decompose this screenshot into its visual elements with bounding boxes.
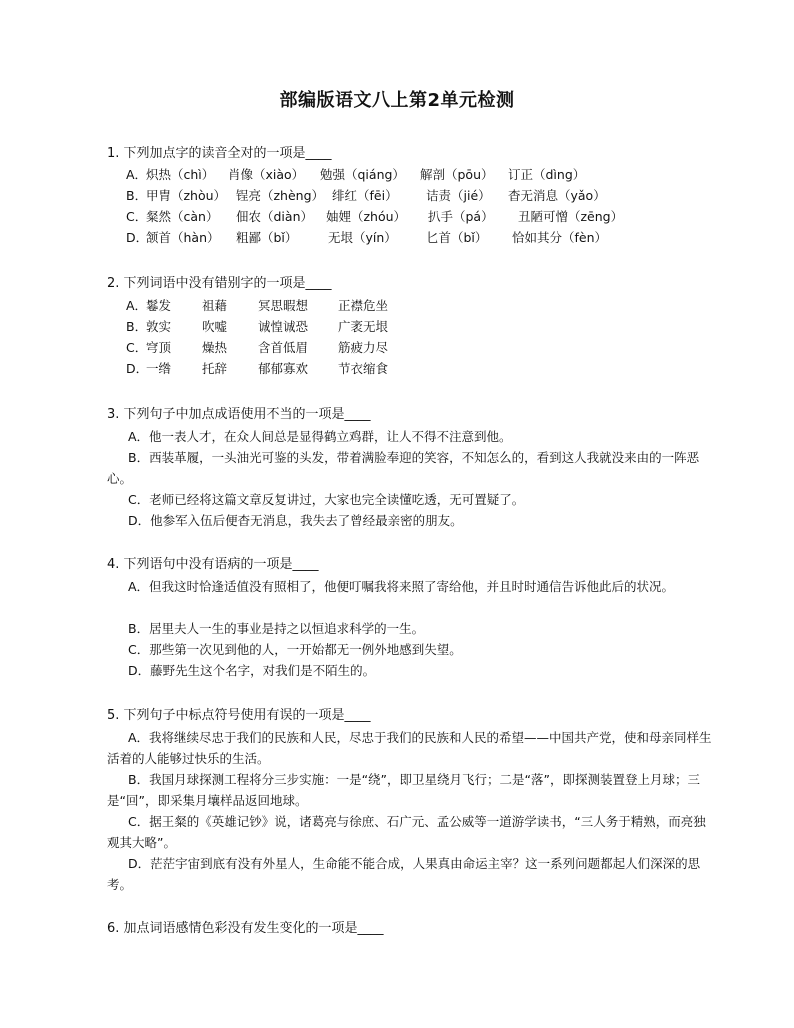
option-item: 托辞 bbox=[202, 361, 228, 376]
option-letter: A． bbox=[126, 298, 148, 313]
question-1-option-c bbox=[126, 207, 624, 227]
question-1-option-d bbox=[126, 228, 608, 248]
question-5-option-d: D．茫茫宇宙到底有没有外星人，生命能不能合成，人果真由命运主宰？这一系列问题都起人们深深的思考。 bbox=[107, 856, 701, 892]
question-3-option-a: A．他一表人才，在众人间总是显得鹤立鸡群，让人不得不注意到他。 bbox=[128, 429, 512, 444]
question-3-option-b: B．西装革履，一头油光可鉴的头发，带着满脸奉迎的笑容，不知怎么的，看到这人我就没来由的一阵恶心。 bbox=[107, 450, 700, 486]
question-4-stem: 4. 下列语句中没有语病的一项是____ bbox=[107, 557, 319, 572]
option-letter: D． bbox=[126, 230, 149, 245]
question-2-option-c bbox=[126, 338, 389, 358]
option-item: 扒手（pá） bbox=[428, 209, 494, 224]
question-2-option-b bbox=[126, 317, 389, 337]
question-2-option-d bbox=[126, 359, 389, 379]
option-item: 含首低眉 bbox=[258, 340, 309, 355]
option-item: 郁郁寡欢 bbox=[258, 361, 309, 376]
question-4-option-a: A．但我这时恰逢适值没有照相了，他便叮嘱我将来照了寄给他，并且时时通信告诉他此后的状况。 bbox=[128, 579, 675, 594]
question-1-option-a bbox=[126, 165, 586, 185]
option-letter: C． bbox=[126, 209, 148, 224]
option-item: 诚惶诚恐 bbox=[258, 319, 309, 334]
option-letter: C． bbox=[126, 340, 148, 355]
question-6-stem: 6. 加点词语感情色彩没有发生变化的一项是____ bbox=[107, 921, 384, 936]
option-item: 广袤无垠 bbox=[338, 319, 389, 334]
option-item: 恰如其分（fèn） bbox=[512, 230, 608, 245]
option-item: 妯娌（zhóu） bbox=[326, 209, 407, 224]
option-item: 解剖（pōu） bbox=[420, 167, 494, 182]
question-1-option-b bbox=[126, 186, 606, 206]
option-item: 肖像（xiào） bbox=[228, 167, 305, 182]
option-item: 甲胄（zhòu） bbox=[146, 188, 227, 203]
option-item: 锃亮（zhèng） bbox=[236, 188, 325, 203]
option-item: 颔首（hàn） bbox=[146, 230, 220, 245]
option-item: 冥思暇想 bbox=[258, 298, 309, 313]
option-item: 勉强（qiáng） bbox=[320, 167, 405, 182]
option-letter: B． bbox=[126, 188, 148, 203]
option-item: 绯红（fēi） bbox=[332, 188, 398, 203]
option-item: 燥热 bbox=[202, 340, 228, 355]
option-item: 敦实 bbox=[146, 319, 172, 334]
option-item: 吹嘘 bbox=[202, 319, 228, 334]
question-4-option-c: C．那些第一次见到他的人，一开始都无一例外地感到失望。 bbox=[128, 642, 462, 657]
question-2-stem: 2. 下列词语中没有错别字的一项是____ bbox=[107, 276, 332, 291]
option-item: 粲然（càn） bbox=[146, 209, 219, 224]
question-4-option-b: B．居里夫人一生的事业是持之以恒追求科学的一生。 bbox=[128, 621, 425, 636]
option-item: 匕首（bǐ） bbox=[426, 230, 488, 245]
option-item: 丑陋可憎（zēng） bbox=[518, 209, 624, 224]
option-item: 杳无消息（yǎo） bbox=[508, 188, 606, 203]
option-item: 佃农（diàn） bbox=[236, 209, 313, 224]
question-3-stem: 3. 下列句子中加点成语使用不当的一项是____ bbox=[107, 407, 371, 422]
option-item: 正襟危坐 bbox=[338, 298, 389, 313]
question-1-stem: 1. 下列加点字的读音全对的一项是____ bbox=[107, 146, 332, 161]
option-item: 订正（dìng） bbox=[508, 167, 586, 182]
option-item: 诘责（jié） bbox=[426, 188, 491, 203]
option-item: 一绺 bbox=[146, 361, 172, 376]
option-item: 无垠（yín） bbox=[328, 230, 397, 245]
question-3-option-d: D．他参军入伍后便杳无消息，我失去了曾经最亲密的朋友。 bbox=[128, 513, 463, 528]
question-5-option-b: B．我国月球探测工程将分三步实施：一是“绕”，即卫星绕月飞行；二是“落”，即探测装置登上月球；三是“回”，即采集月壤样品返回地球。 bbox=[107, 772, 700, 808]
option-item: 粗鄙（bǐ） bbox=[236, 230, 298, 245]
page-title: 部编版语文八上第2单元检测 bbox=[279, 90, 515, 111]
question-5-option-c: C．据王粲的《英雄记钞》说，诸葛亮与徐庶、石广元、孟公威等一道游学读书，“三人务于精熟，而亮独观其大略”。 bbox=[107, 814, 706, 850]
option-item: 鬈发 bbox=[146, 298, 172, 313]
option-letter: D． bbox=[126, 361, 149, 376]
option-item: 穹顶 bbox=[146, 340, 172, 355]
question-5-option-a: A．我将继续尽忠于我们的民族和人民，尽忠于我们的民族和人民的希望——中国共产党，使和母亲同样生活着的人能够过快乐的生活。 bbox=[107, 730, 712, 766]
question-2-option-a bbox=[126, 296, 389, 316]
question-4-option-d: D．藤野先生这个名字，对我们是不陌生的。 bbox=[128, 663, 376, 678]
question-3-option-c: C．老师已经将这篇文章反复讲过，大家也完全读懂吃透，无可置疑了。 bbox=[128, 492, 525, 507]
option-letter: B． bbox=[126, 319, 148, 334]
question-5-stem: 5. 下列句子中标点符号使用有误的一项是____ bbox=[107, 708, 371, 723]
option-item: 节衣缩食 bbox=[338, 361, 389, 376]
option-item: 炽热（chì） bbox=[146, 167, 215, 182]
option-item: 筋疲力尽 bbox=[338, 340, 389, 355]
option-item: 祖藉 bbox=[202, 298, 228, 313]
option-letter: A． bbox=[126, 167, 148, 182]
